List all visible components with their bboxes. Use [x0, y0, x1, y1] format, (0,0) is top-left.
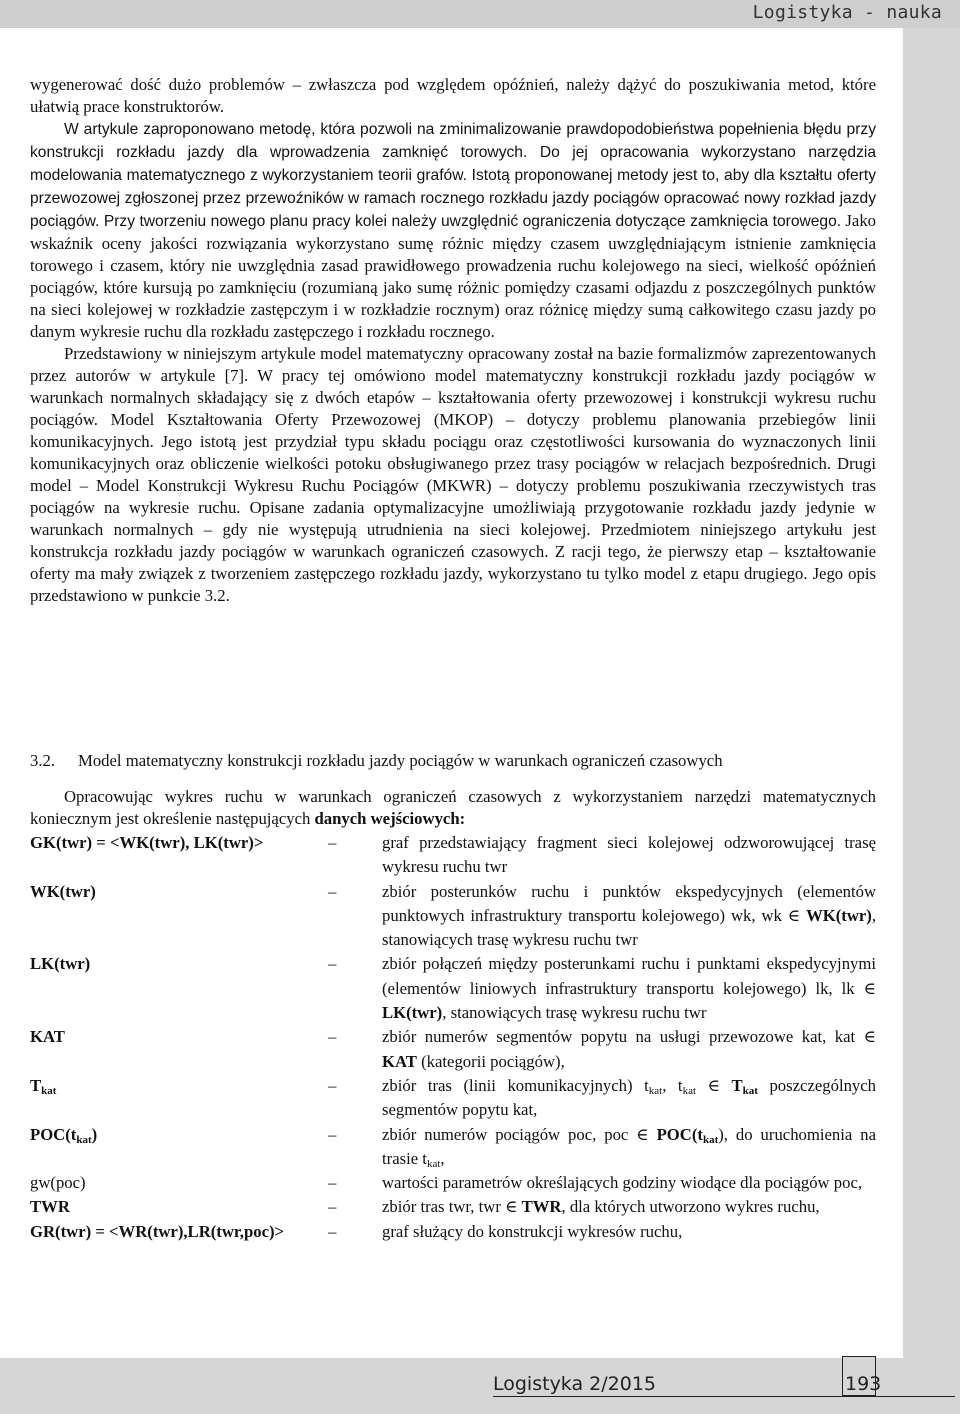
definitions-list — [30, 831, 876, 1244]
definition-term: $T_{kat}$ — [30, 1075, 57, 1097]
definition-row — [30, 952, 876, 1025]
paragraph: Przedstawiony w niniejszym artykule model matematyczny opracowany został na bazie formalizmów zaprezentowanych przez autorów w artykule [7]. W pracy tej omówiono model matematyczny konstrukcji rozkładu jazdy pociągów w warunkach normalnych składający się z dwóch etapów – kształtowania oferty przewozowej i konstrukcji wykresu ruchu pociągów. Model Kształtowania Oferty Przewozowej (MKOP) – dotyczy problemu planowania przebiegów linii komunikacyjnych. Jego istotą jest przydział typu składu pociągu oraz częstotliwości kursowania do wyznaczonych linii komunikacyjnych oraz obliczenie wielkości potoku obsługiwanego przez trasy pociągów w relacjach bezpośrednich. Drugi model – Model Konstrukcji Wykresu Ruchu Pociągów (MKWR) – dotyczy problemu poszukiwania rzeczywistych tras pociągów na wykresie ruchu. Opisane zadania optymalizacyjne umożliwiają przygotowanie rozkładu jazdy jedynie w warunkach normalnych – gdy nie występują utrudnienia na sieci kolejowej. Przedmiotem niniejszego artykułu jest konstrukcja rozkładu jazdy pociągów w warunkach ograniczeń czasowych. Z racji tego, że pierwszy etap – kształtowanie oferty ma mały związek z tworzeniem zastępczego rozkładu jazdy, wykorzystano tu tylko model z etapu drugiego. Jego opis przedstawiono w punkcie 3.2. — [30, 344, 876, 605]
definition-description: wartości parametrów określających godziny wiodące dla pociągów poc, — [382, 1173, 863, 1193]
definition-dash: – — [328, 1197, 337, 1217]
definition-dash: – — [328, 833, 337, 852]
definition-dash: – — [328, 1221, 337, 1241]
definition-description: zbiór połączeń między posterunkami ruchu i punktami ekspedycyjnymi (elementów liniowych infrastruktury transportu kolejowego) lk, lk ∈ LK(twr), stanowiących trasę wykresu ruchu twr — [382, 954, 876, 1023]
definition-row — [30, 1123, 876, 1172]
definition-term: GK(twr) = <WK(twr), LK(twr)> — [30, 833, 264, 852]
definition-dash: – — [328, 881, 337, 901]
definition-dash: – — [328, 1075, 337, 1095]
page-number: 193 — [845, 1373, 882, 1395]
definition-dash: – — [328, 954, 337, 974]
definition-dash: – — [328, 1173, 337, 1193]
definition-dash: – — [328, 1027, 337, 1047]
definition-description: zbiór tras twr, twr ∈ TWR, dla których utworzono wykres ruchu, — [382, 1197, 820, 1217]
definition-row — [30, 1195, 876, 1219]
definition-description: zbiór numerów pociągów poc, poc ∈ $POC(t_{kat})$, do uruchomienia na trasie $t_{kat}$, — [382, 1124, 876, 1170]
definition-description: graf przedstawiający fragment sieci kolejowej odzworowującej trasę wykresu ruchu twr — [382, 833, 876, 877]
section-number: 3.2. — [30, 751, 56, 770]
page-body — [0, 28, 903, 1358]
definition-description: zbiór tras (linii komunikacyjnych) $t_{kat}$, $t_{kat}$ ∈ $T_{kat}$ poszczególnych segmentów popytu kat, — [382, 1075, 877, 1120]
article-body — [30, 74, 876, 607]
definition-dash: – — [328, 1124, 337, 1144]
intro-bold: danych wejściowych — [314, 809, 460, 828]
definition-term: $POC(t_{kat})$ — [30, 1124, 98, 1146]
definition-description: zbiór numerów segmentów popytu na usługi przewozowe kat, kat ∈ KAT (kategorii pociągów), — [382, 1027, 876, 1071]
definition-row — [30, 1220, 876, 1244]
section-title: Model matematyczny konstrukcji rozkładu jazdy pociągów w warunkach ograniczeń czasowych — [78, 751, 723, 770]
paragraph-text: W artykule zaproponowano metodę, która pozwoli na zminimalizowanie prawdopodobieństwa popełnienia błędu przy konstrukcji rozkładu jazdy dla wprowadzenia zamknięć torowych. Do jej opracowania wykorzystano narzędzia modelowania matematycznego z wykorzystaniem teorii grafów. Istotą proponowanej metody jest to, aby dla kształtu oferty przewozowej zgłoszonej przez przewoźników w ramach rocznego rozkładu jazdy pociągów opracować nowy rozkład jazdy pociągów. Przy tworzeniu nowego planu pracy kolei należy uwzględnić ograniczenia dotyczące zamknięcia torowego. — [30, 121, 876, 230]
definition-term: GR(twr) = <WR(twr),LR(twr,poc)> — [30, 1221, 285, 1241]
paragraph-text: Jako wskaźnik oceny jakości rozwiązania wykorzystano sumę różnic między czasem uwzględniającym istnienie zamknięcia torowego i czasem, który nie uwzględnia zasad prawidłowego prowadzenia ruchu kolejowego na sieci, wielkość opóźnień pociągów, które kursują po zamknięciu (rozumianą jako sumę różnic pomiędzy czasami odjazdu z poszczególnych punktów na sieci kolejowej w rozkładzie zastępczym i w rozkładzie rocznym) oraz różnicę między sumą całkowitego czasu jazdy po danym wykresie ruchu dla rozkładu zastępczego i rozkładu rocznego. — [30, 211, 877, 341]
definition-term: KAT — [30, 1027, 65, 1047]
definition-row — [30, 1171, 876, 1195]
footer-journal-title: Logistyka 2/2015 — [493, 1373, 657, 1395]
footer-rule — [493, 1396, 955, 1397]
intro-text: Opracowując wykres ruchu w warunkach ograniczeń czasowych z wykorzystaniem narzędzi matematycznych koniecznym jest określenie następujących — [30, 787, 876, 828]
intro-colon: : — [459, 809, 466, 828]
definition-row — [30, 880, 876, 953]
definition-term: LK(twr) — [30, 954, 91, 974]
page-shadow — [903, 28, 960, 1358]
paragraph — [30, 118, 876, 343]
definition-term: WK(twr) — [30, 881, 96, 901]
definition-row — [30, 1074, 876, 1123]
paragraph: wygenerować dość dużo problemów – zwłaszcza pod względem opóźnień, należy dążyć do poszukiwania metod, które ułatwią prace konstruktorów. — [30, 75, 876, 116]
definition-description: zbiór posterunków ruchu i punktów ekspedycyjnych (elementów punktowych infrastruktury transportu kolejowego) wk, wk ∈ WK(twr), stanowiących trasę wykresu ruchu twr — [382, 881, 877, 950]
intro-paragraph — [30, 786, 876, 830]
definition-term: TWR — [30, 1197, 70, 1217]
definition-description: graf służący do konstrukcji wykresów ruchu, — [382, 1221, 683, 1241]
definition-row — [30, 1025, 876, 1074]
footer-band — [0, 1358, 960, 1414]
running-header-title: Logistyka - nauka — [752, 2, 942, 23]
section-heading — [30, 750, 876, 772]
definition-term: gw(poc) — [30, 1173, 86, 1193]
definition-row — [30, 831, 876, 880]
